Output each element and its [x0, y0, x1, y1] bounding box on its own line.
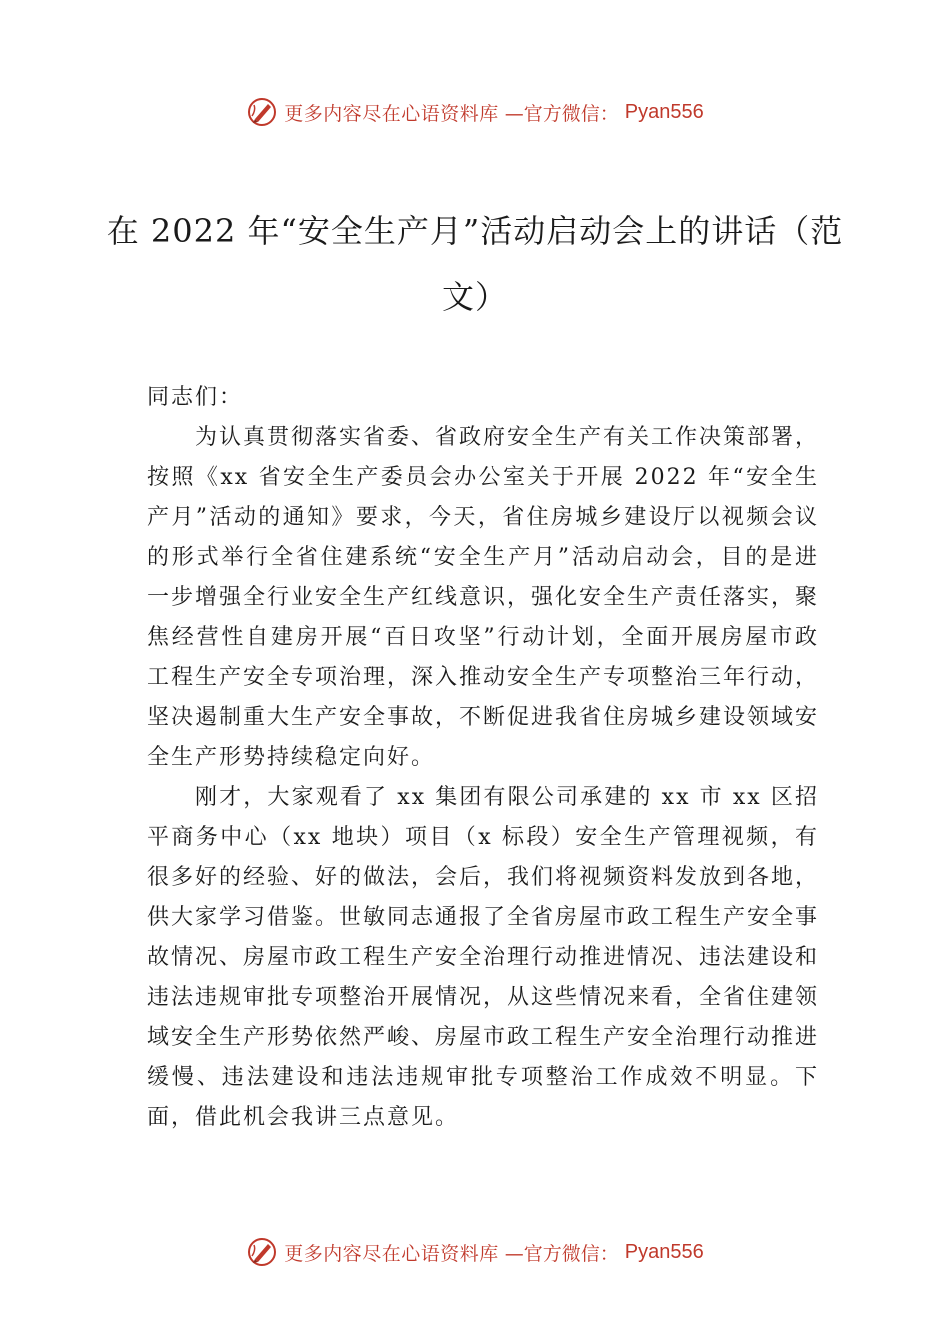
header-banner [0, 92, 950, 132]
banner-separator: —官方微信： [504, 102, 619, 125]
pen-logo-icon [246, 96, 278, 128]
paragraph-2: 刚才，大家观看了 xx 集团有限公司承建的 xx 市 xx 区招平商务中心（xx 地块）项目（x 标段）安全生产管理视频，有很多好的经验、好的做法，会后，我们将视频资料发放到各地，供大家学习借鉴。世敏同志通报了全省房屋市政工程生产安全事故情况、房屋市政工程生产安全治理行动推进情况、违法建设和违法违规审批专项整治开展情况，从这些情况来看，全省住建领域安全生产形势依然严峻、房屋市政工程生产安全治理行动推进缓慢、违法建设和违法违规审批专项整治工作成效不明显。下面，借此机会我讲三点意见。 [147, 785, 820, 1130]
footer-banner-separator: —官方微信： [504, 1242, 619, 1265]
paragraph-1: 为认真贯彻落实省委、省政府安全生产有关工作决策部署，按照《xx 省安全生产委员会办公室关于开展 2022 年“安全生产月”活动的通知》要求，今天，省住房城乡建设厅以视频会议的形式举行全省住建系统“安全生产月”活动启动会，目的是进一步增强全行业安全生产红线意识，强化安全生产责任落实，聚焦经营性自建房开展“百日攻坚”行动计划，全面开展房屋市政工程生产安全专项治理，深入推动安全生产专项整治三年行动，坚决遏制重大生产安全事故，不断促进我省住房城乡建设领域安全生产形势持续稳定向好。 [147, 425, 820, 770]
footer-banner [0, 1232, 950, 1272]
salutation: 同志们： [147, 385, 244, 410]
document-title: 在 2022 年“安全生产月”活动启动会上的讲话（范文） [106, 212, 844, 316]
footer-banner-wechat-id: Pyan556 [624, 1240, 704, 1263]
banner-text: 更多内容尽在心语资料库 [284, 102, 499, 125]
footer-banner-text: 更多内容尽在心语资料库 [284, 1242, 499, 1265]
document-body [147, 378, 819, 1138]
banner-wechat-id: Pyan556 [624, 100, 704, 123]
pen-logo-icon [246, 1236, 278, 1268]
